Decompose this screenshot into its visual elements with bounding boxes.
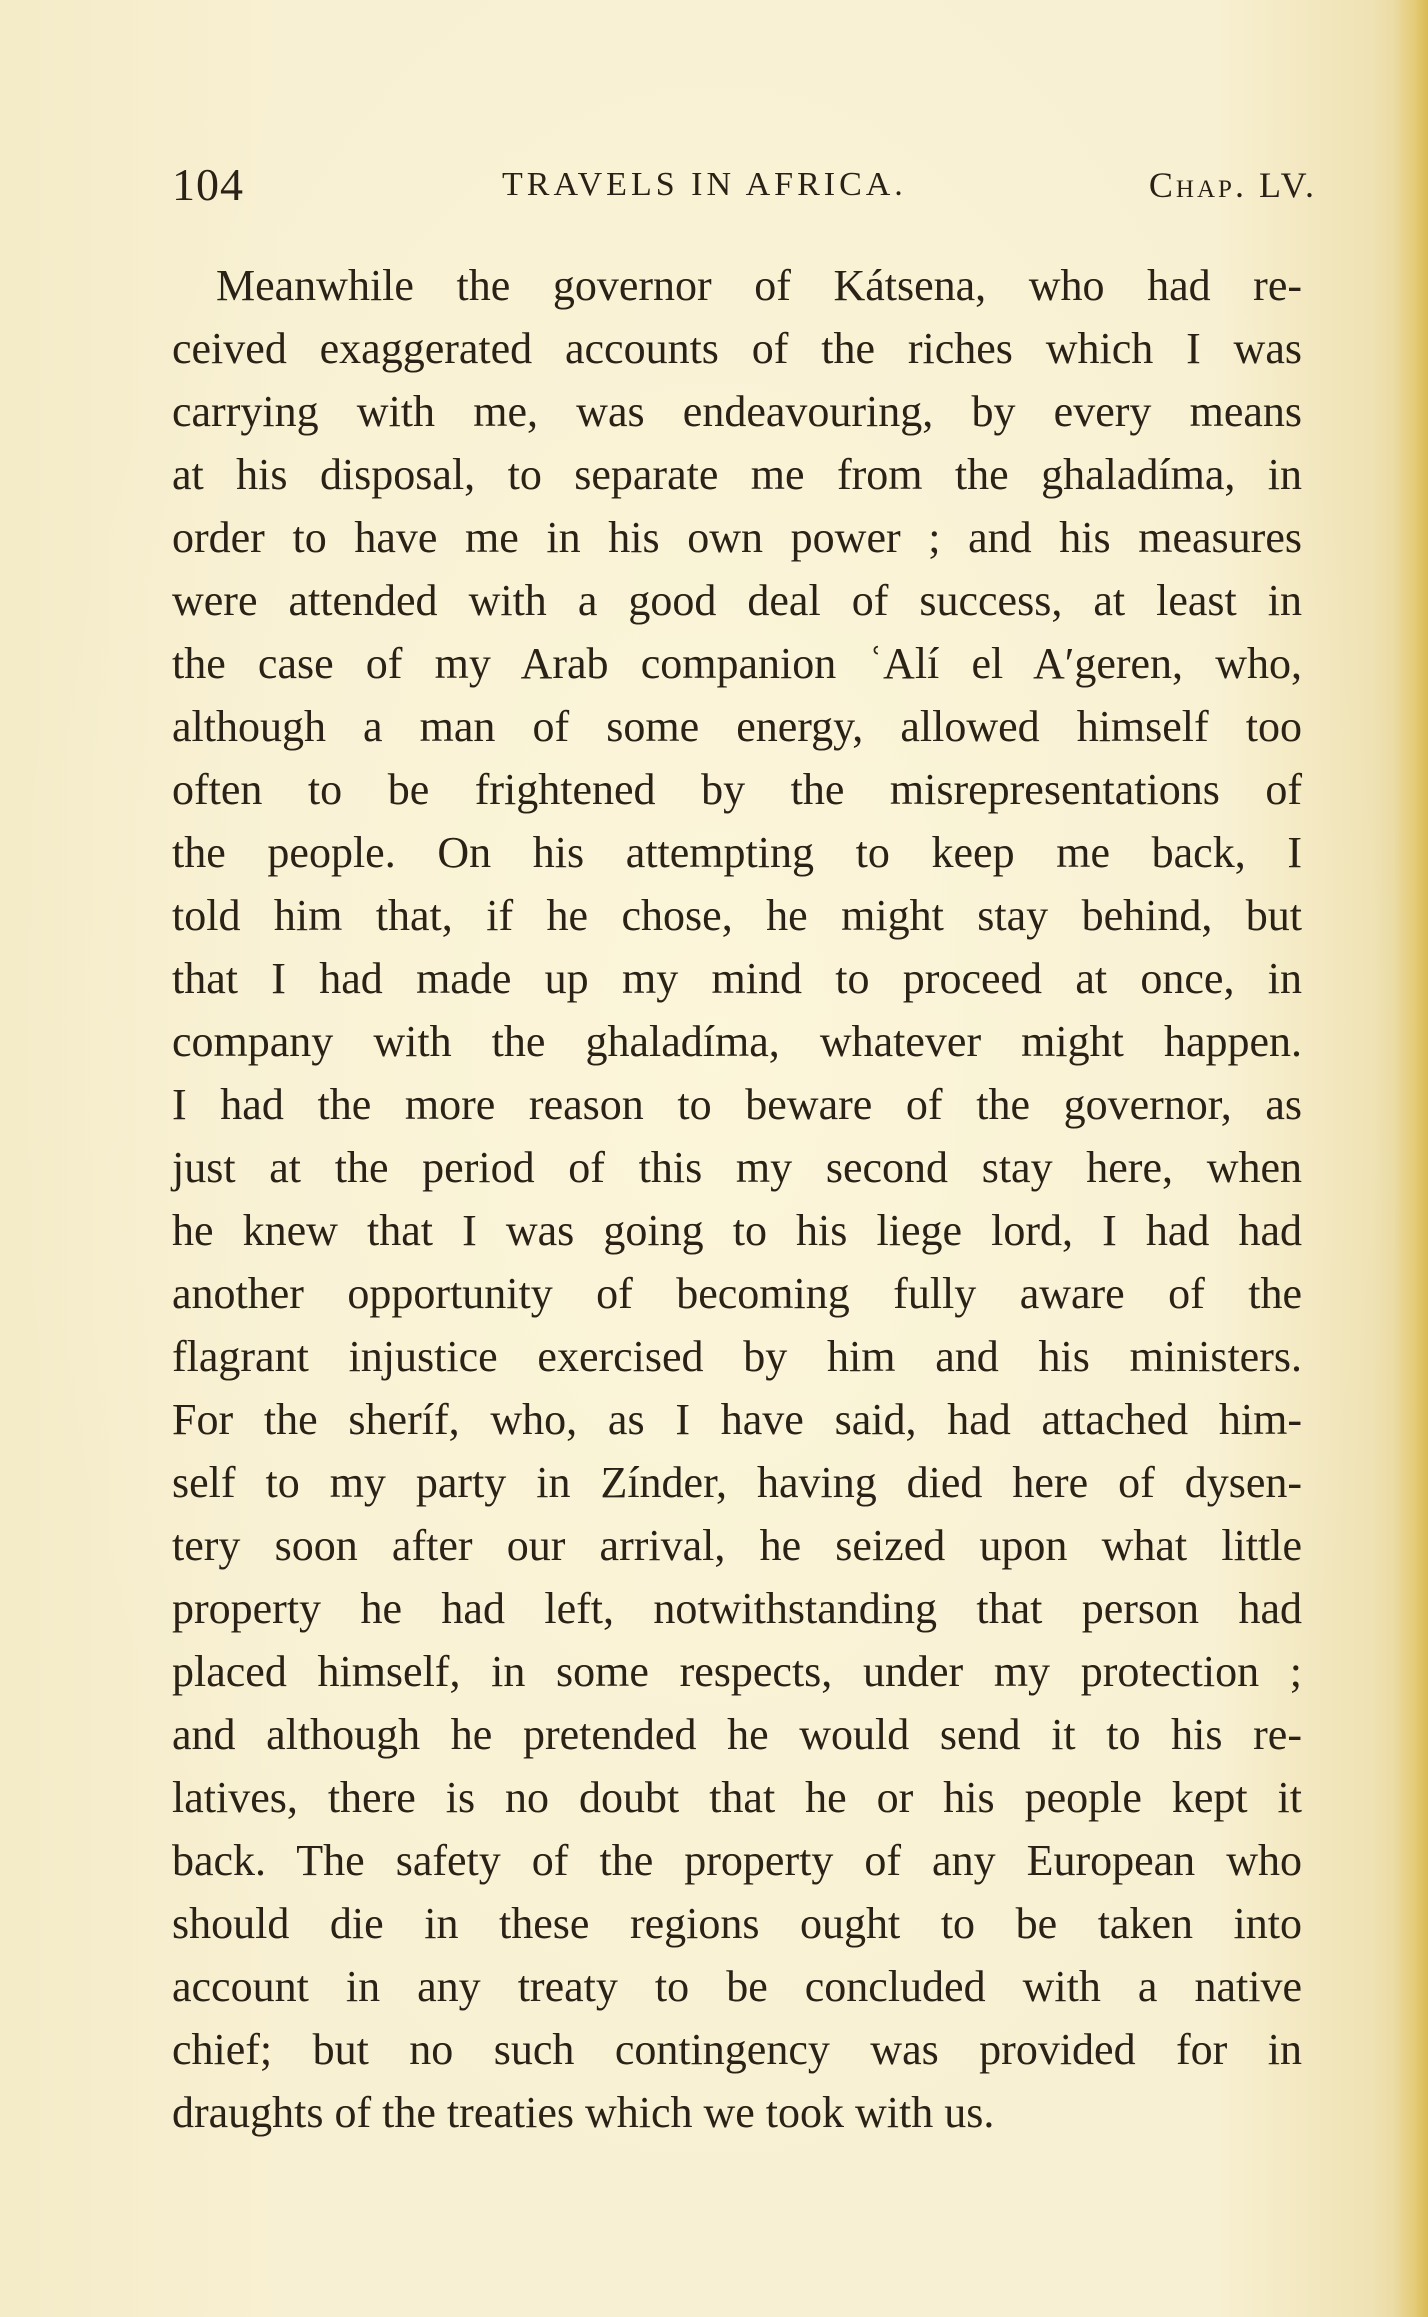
running-header	[172, 150, 1317, 220]
text-line: back. The safety of the property of any European who	[172, 1836, 1302, 1885]
text-line: at his disposal, to separate me from the ghaladíma, in	[172, 450, 1302, 499]
text-line: order to have me in his own power ; and his measures	[172, 513, 1302, 562]
text-line: he knew that I was going to his liege lord, I had had	[172, 1206, 1302, 1255]
text-line: ceived exaggerated accounts of the riches which I was	[172, 324, 1302, 373]
text-line: self to my party in Zínder, having died here of dysen-	[172, 1458, 1302, 1507]
page-edge-shading	[1394, 0, 1428, 2317]
chapter-reference: Chap. LV.	[1148, 165, 1317, 205]
text-line: For the sheríf, who, as I have said, had attached him-	[172, 1395, 1302, 1444]
page-number: 104	[172, 159, 244, 210]
text-line: were attended with a good deal of success, at least in	[172, 576, 1302, 625]
text-line: property he had left, notwithstanding that person had	[172, 1584, 1302, 1633]
text-line: the people. On his attempting to keep me back, I	[172, 828, 1302, 877]
text-line: tery soon after our arrival, he seized upon what little	[172, 1521, 1302, 1570]
text-line: the case of my Arab companion ʿAlí el A′geren, who,	[172, 639, 1302, 688]
body-paragraph	[172, 254, 1302, 2144]
text-line: chief; but no such contingency was provided for in	[172, 2025, 1302, 2074]
text-line: draughts of the treaties which we took with us.	[172, 2088, 995, 2137]
text-line: latives, there is no doubt that he or his people kept it	[172, 1773, 1302, 1822]
text-line: and although he pretended he would send it to his re-	[172, 1710, 1302, 1759]
text-line: I had the more reason to beware of the governor, as	[172, 1080, 1302, 1129]
text-line: that I had made up my mind to proceed at once, in	[172, 954, 1302, 1003]
text-line: Meanwhile the governor of Kátsena, who had re-	[216, 261, 1302, 310]
text-line: flagrant injustice exercised by him and his ministers.	[172, 1332, 1302, 1381]
text-line: placed himself, in some respects, under my protection ;	[172, 1647, 1302, 1696]
text-line: just at the period of this my second stay here, when	[172, 1143, 1302, 1192]
text-line: company with the ghaladíma, whatever might happen.	[172, 1017, 1302, 1066]
text-line: carrying with me, was endeavouring, by every means	[172, 387, 1302, 436]
text-line: account in any treaty to be concluded with a native	[172, 1962, 1302, 2011]
running-title: TRAVELS IN AFRICA.	[502, 166, 907, 203]
text-line: often to be frightened by the misrepresentations of	[172, 765, 1302, 814]
text-line: although a man of some energy, allowed himself too	[172, 702, 1302, 751]
text-line: should die in these regions ought to be taken into	[172, 1899, 1302, 1948]
text-line: told him that, if he chose, he might stay behind, but	[172, 891, 1302, 940]
text-line: another opportunity of becoming fully aware of the	[172, 1269, 1302, 1318]
